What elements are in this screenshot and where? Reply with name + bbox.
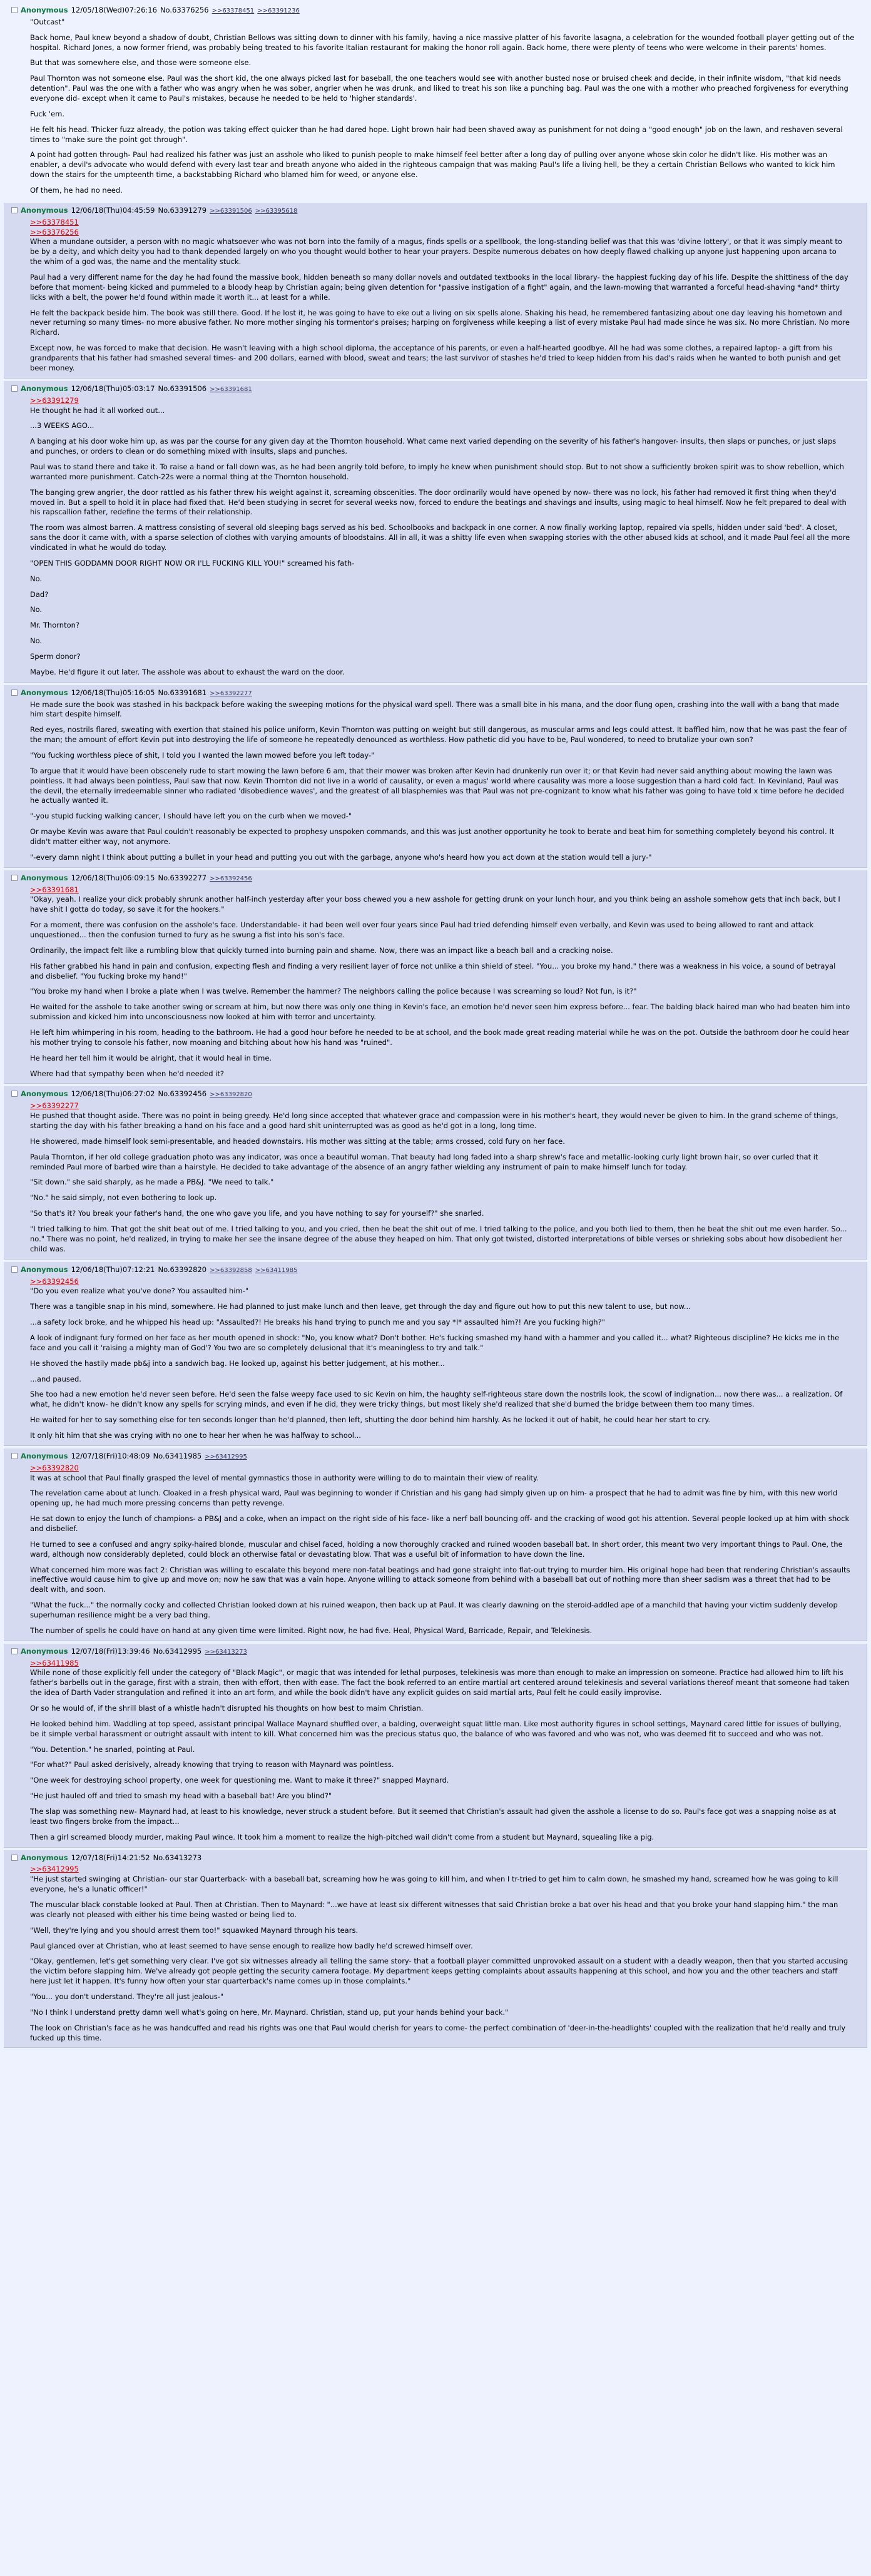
post-paragraph: Paul had a very different name for the day he had found the massive book, hidden beneath so many dollar novels and outdated textbooks in the local library- the happiest fucking day of his life. Despite the shittiness of the day before that moment- being kicked and pummeled to a bloody heap by Christian again; being given detention for "passive instigation of a fight" again, and the lawn-mowing that warranted a forceful head-shaving *and* thirty licks with a belt, the power he'd found within made it worth it... at least for a while. <box>30 273 848 302</box>
post-paragraph: There was a tangible snap in his mind, somewhere. He had planned to just make lunch and then leave, get through the day and figure out how to put this new talent to use, but now... <box>30 1302 691 1311</box>
post-select-checkbox[interactable] <box>11 875 18 881</box>
post-paragraph: It was at school that Paul finally grasped the level of mental gymnastics those in authority were willing to do to maintain their view of reality. <box>30 1473 539 1482</box>
post-paragraph: When a mundane outsider, a person with no magic whatsoever who was not born into the family of a magus, finds spells or a spellbook, the long-standing belief was that this was 'divine lottery', or that it was simply meant to be by a deity, and which deity you had to thank depended largely on who you thought would bother to hear your prayers. Despite numerous debates on how deeply flawed chalking up anyone just happening upon arcana to the whim of a god was, the name and the mentality stuck. <box>30 237 842 267</box>
post-paragraph: No. <box>30 636 43 646</box>
post-paragraph: "I tried talking to him. That got the shit beat out of me. I tried talking to you, and you cried, then he beat the shit out of me. I tried talking to the police, and you both lied to them, then he beat the shit out me even harder. So... no." There was no point, he'd realized, in trying to make her see the insane degree of the abuse they heaped on him. That only got twisted, distorted interpretations of bible verses or shrieking sobs about how disobedient her child was. <box>30 1224 847 1253</box>
post-paragraph: He turned to see a confused and angry spiky-haired blonde, muscular and chisel faced, holding a now thoroughly cracked and ruined wooden baseball bat. In short order, this meant two very important things to Paul. One, the ward, although now considerably depleted, could block an otherwise fatal or devastating blow. That was a useful bit of information to have down the line. <box>30 1539 843 1559</box>
post-paragraph: He left him whimpering in his room, heading to the bathroom. He had a good hour before he needed to be at school, and the book made great reading material while he was on the pot. Outside the bathroom door he could hear his mother trying to console his father, now moaning and bitching about how his hand was "ruined". <box>30 1028 850 1047</box>
post-paragraph: She too had a new emotion he'd never seen before. He'd seen the false weepy face used to sic Kevin on him, the haughty self-righteous stare down the nostrils look, the scowl of indignation... now there was... a realization. Of what, he didn't know- he didn't know any spells for scrying minds, and even if he did, they were tricky things, but most likely she'd realized that she'd burned the bridge between them too many times. <box>30 1390 843 1409</box>
post-paragraph: Paul glanced over at Christian, who at least seemed to have sense enough to realize how badly he'd screwed himself over. <box>30 1941 473 1950</box>
backlink[interactable]: >>63411985 <box>255 1266 298 1274</box>
quote-link[interactable]: >>63392456 <box>30 1276 79 1286</box>
post-paragraph: The muscular black constable looked at Paul. Then at Christian. Then to Maynard: "...we have at least six different witnesses that said Christian broke a bat over his head and that you broke your hand slapping him." the man was clearly not pleased with either his time being wasted or being lied to. <box>30 1900 838 1919</box>
post-header <box>11 688 860 698</box>
post-select-checkbox[interactable] <box>11 1855 18 1861</box>
post-body <box>11 18 865 196</box>
quote-link[interactable]: >>63391681 <box>30 885 79 894</box>
backlink[interactable]: >>63391506 <box>210 207 252 215</box>
quote-link[interactable]: >>63392277 <box>30 1101 79 1111</box>
post-paragraph: Where had that sympathy been when he'd needed it? <box>30 1069 225 1078</box>
post-paragraph: While none of those explicitly fell under the category of "Black Magic", or magic that was intended for lethal purposes, telekinesis was more than enough to make an impression on someone. Practice had allowed him to lift his father's barbells out in the garage, first with a strain, then with effort, then with ease. The fact the book referred to an entire martial art centered around telekinesis and several variations thereof meant that someone had taken the idea of Darth Vader strangulation and refined it into an art form, and while the book didn't have any explicit guides on said martial arts, Paul felt he could easily improvise. <box>30 1668 850 1698</box>
post-paragraph: He heard her tell him it would be alright, that it would heal in time. <box>30 1053 272 1062</box>
post-paragraph: "One week for destroying school property, one week for questioning me. Want to make it three?" snapped Maynard. <box>30 1776 449 1785</box>
post-paragraph: ...3 WEEKS AGO... <box>30 421 94 430</box>
post-paragraph: Or maybe Kevin was aware that Paul couldn't reasonably be expected to prophesy unspoken commands, and this was just another opportunity he took to berate and beat him for something completely beyond his control. It didn't matter either way, not anymore. <box>30 827 835 846</box>
post-paragraph: "For what?" Paul asked derisively, already knowing that trying to reason with Maynard was pointless. <box>30 1760 394 1769</box>
post-date: 12/06/18(Thu)06:27:02 <box>71 1089 155 1099</box>
post-number[interactable]: No.63376256 <box>160 6 209 14</box>
backlink[interactable]: >>63413273 <box>205 1648 247 1656</box>
post-paragraph: He thought he had it all worked out... <box>30 405 165 415</box>
post-paragraph: "Well, they're lying and you should arrest them too!" squawked Maynard through his tears. <box>30 1925 359 1935</box>
post-select-checkbox[interactable] <box>11 1091 18 1097</box>
post-paragraph: "You... you don't understand. They're all just jealous-" <box>30 1992 224 2002</box>
post-paragraph: The revelation came about at lunch. Cloaked in a fresh physical ward, Paul was beginning to wonder if Christian and his gang had simply given up on him- a prospect that he had to admit was fine by him, with this new world opening up, he had much more pressing concerns than petty revenge. <box>30 1489 838 1508</box>
backlink[interactable]: >>63392277 <box>210 690 252 697</box>
post-paragraph: Fuck 'em. <box>30 109 65 118</box>
post-header <box>11 1853 860 1863</box>
post-paragraph: For a moment, there was confusion on the asshole's face. Understandable- it had been well over four years since Paul had tried defending himself even verbally, and Kevin was used to being allowed to rant and attack unquestioned... then the confusion turned to fury as he swung a fist into his son's face. <box>30 920 814 940</box>
post-paragraph: A banging at his door woke him up, as was par the course for any given day at the Thornton household. What came next varied depending on the severity of his father's hangover- insults, then slaps or punches, or just slaps and punches, or orders to clean or do something mixed with insults, slaps and punches. <box>30 437 837 456</box>
post-paragraph: He waited for the asshole to take another swing or scream at him, but now there was only one thing in Kevin's face, an emotion he'd never seen him express before... fear. The balding black haired man who had beaten him into submission and kicked him into unconsciousness now looked at him with terror and uncertainty. <box>30 1002 850 1022</box>
post-paragraph: A point had gotten through- Paul had realized his father was just an asshole who liked to punish people to make himself feel better after a long day of pulling over anyone whose skin color he didn't like. His mother was an enabler, a devil's advocate who would defend with every last tear and breath anyone who aided in the righteous campaign that was making Paul's life a living hell, be they a certain Christian Bellows who wanted to kick him down the stairs for the umpteenth time, a backstabbing Richard who blamed him for weed, or anyone else. <box>30 150 835 180</box>
post <box>4 381 867 683</box>
post <box>4 1086 867 1259</box>
post-select-checkbox[interactable] <box>11 1453 18 1459</box>
post-select-checkbox[interactable] <box>11 207 18 213</box>
post <box>4 870 867 1084</box>
poster-name: Anonymous <box>21 384 68 393</box>
poster-name: Anonymous <box>21 6 68 14</box>
post-paragraph: "You. Detention." he snarled, pointing at Paul. <box>30 1744 195 1754</box>
post-paragraph: ...and paused. <box>30 1374 81 1383</box>
post-date: 12/07/18(Fri)14:21:52 <box>71 1853 150 1862</box>
post-header <box>11 873 860 883</box>
quote-link[interactable]: >>63391279 <box>30 395 79 405</box>
post-paragraph: Except now, he was forced to make that decision. He wasn't leaving with a high school diploma, the acceptance of his parents, or even a half-hearted goodbye. All he had was some clothes, a repaired laptop- a gift from his grandparents that his father had smashed several times- and 200 dollars, earned with blood, sweat and tears; the last survivor of stashes he'd tried to keep hidden from his dad's raids when he wanted to both punish and get beer money. <box>30 344 841 372</box>
post-header <box>11 1452 860 1462</box>
post-header <box>11 1265 860 1275</box>
post-paragraph: The banging grew angrier, the door rattled as his father threw his weight against it, screaming obscenities. The door ordinarily would have opened by now- there was no lock, his father had removed it first thing when they'd moved in. But a spell to hold it in place had fixed that. He'd been studying in secret for several weeks now, forced to endure the beatings and shavings and insults, using magic to heal himself. Now he felt prepared to deal with his rapscallion father, redefine the terms of their relationship. <box>30 487 847 517</box>
post-paragraph: "You fucking worthless piece of shit, I told you I wanted the lawn mowed before you left today-" <box>30 750 375 760</box>
post <box>4 1850 867 2049</box>
quote-link[interactable]: >>63376256 <box>30 227 79 237</box>
post-body <box>11 396 860 678</box>
post-paragraph: He showered, made himself look semi-presentable, and headed downstairs. His mother was sitting at the table; arms crossed, cold fury on her face. <box>30 1136 565 1146</box>
post-paragraph: The room was almost barren. A mattress consisting of several old sleeping bags served as his bed. Schoolbooks and backpack in one corner. A now finally working laptop, repaired via spells, hidden under said 'bed'. A closet, sans the door it came with, with a sparse selection of clothes with varying amounts of bloodstains. All in all, it was a shitty life even when swapping stories with the other abused kids at school, and it made Paul feel all the more vindicated in what he would do today. <box>30 523 850 552</box>
post-number[interactable]: No.63413273 <box>153 1853 202 1862</box>
post-paragraph: The look on Christian's face as he was handcuffed and read his rights was one that Paul would cherish for years to come- the perfect combination of 'deer-in-the-headlights' coupled with the realization that he'd really and truly fucked up this time. <box>30 2023 846 2042</box>
post-date: 12/06/18(Thu)07:12:21 <box>71 1265 155 1274</box>
post-select-checkbox[interactable] <box>11 385 18 392</box>
post-date: 12/06/18(Thu)06:09:15 <box>71 873 155 882</box>
post-date: 12/06/18(Thu)05:03:17 <box>71 384 155 393</box>
post-paragraph: "What the fuck..." the normally cocky and collected Christian looked down at his ruined weapon, then back up at Paul. It was clearly dawning on the steroid-addled ape of a manchild that having your victim suddenly develop superhuman resilience might be a very bad thing. <box>30 1601 838 1619</box>
post-paragraph: "Okay, gentlemen, let's get something very clear. I've got six witnesses already all telling the same story- that a football player committed unprovoked assault on a student with a deadly weapon, then that you started accusing the victim before slapping him. We've already got people getting the security camera footage. My department keeps getting complaints about assaults happening at this school, and how you and the other teachers and staff here just let it happen. It's funny how often your star quarterback's name comes up in those complaints." <box>30 1957 848 1986</box>
post-number[interactable]: No.63392820 <box>158 1265 207 1274</box>
post-number[interactable]: No.63391506 <box>158 384 207 393</box>
post-paragraph: He made sure the book was stashed in his backpack before waking the sweeping motions for the physical ward spell. There was a small bite in his mana, and the door flung open, crashing into the wall with a bang that made him start despite himself. <box>30 700 840 719</box>
post-paragraph: "Sit down." she said sharply, as he made a PB&J. "We need to talk." <box>30 1178 274 1187</box>
post-paragraph: Ordinarily, the impact felt like a rumbling blow that quickly turned into burning pain and shame. Now, there was an impact like a beach ball and a cracking noise. <box>30 945 613 955</box>
post-paragraph: It only hit him that she was crying with no one to hear her when he was halfway to school... <box>30 1430 361 1440</box>
backlink[interactable]: >>63395618 <box>255 207 298 215</box>
post-paragraph: Or so he would of, if the shrill blast of a whistle hadn't disrupted his thoughts on how best to maim Christian. <box>30 1704 424 1713</box>
post-paragraph: Back home, Paul knew beyond a shadow of doubt, Christian Bellows was sitting down to dinner with his family, having a nice massive platter of his favorite lasagna, a celebration for the wounded football player getting out of the hospital. Richard Jones, a now former friend, was probably being treated to his favorite Italian restaurant for making the honor roll again. Back home, there were plenty of teens who were welcome in their parents' homes. <box>30 33 855 52</box>
post <box>4 685 867 868</box>
backlink[interactable]: >>63392820 <box>210 1091 252 1099</box>
backlink[interactable]: >>63392456 <box>210 875 252 882</box>
backlink[interactable]: >>63412995 <box>205 1453 247 1460</box>
post-header <box>11 6 865 16</box>
post-body <box>11 1277 860 1441</box>
post-paragraph: Then a girl screamed bloody murder, making Paul wince. It took him a moment to realize the high-pitched wail didn't come from a student but Maynard, squealing like a pig. <box>30 1832 655 1841</box>
post-paragraph: Paul Thornton was not someone else. Paul was the short kid, the one always picked last for baseball, the one teachers would see with another busted nose or bruised cheek and decide, in their infinite wisdom, "that kid needs detention". Paul was the one with a father who was angry when he was sober, angrier when he was drunk, and liked to treat his son like a punching bag. Paul was the one with a mother who preached forgiveness for everything everyone did- except when it came to Paul's mistakes, because he needed to be held to 'higher standards'. <box>30 74 848 103</box>
post-paragraph: "Okay, yeah. I realize your dick probably shrunk another half-inch yesterday after your boss chewed you a new asshole for getting drunk on your lunch hour, and you think being an asshole somehow gets that inch back, but I have shit I gotta do today, so save it for the hookers." <box>30 895 840 914</box>
post-paragraph: "So that's it? You break your father's hand, the one who gave you life, and you have nothing to say for yourself?" she snarled. <box>30 1209 484 1218</box>
post-body <box>11 700 860 863</box>
post-paragraph: The slap was something new- Maynard had, at least to his knowledge, never struck a student before. But it seemed that Christian's assault had given the asshole a license to do so. Paul's face got was a snapping noise as at least two fingers broke from the impact... <box>30 1807 837 1826</box>
post-paragraph: What concerned him more was fact 2: Christian was willing to escalate this beyond mere non-fatal beatings and had gone straight into flat-out trying to murder him. His original hope had been that rendering Christian's assaults ineffective would cause him to give up and move on; now he saw that was a vain hope. Anyone willing to attack someone from behind with a baseball bat out of nothing more than sheer sadism was a threat that had to be dealt with, and soon. <box>30 1565 850 1594</box>
poster-name: Anonymous <box>21 1265 68 1274</box>
post <box>4 1262 867 1446</box>
quote-link[interactable]: >>63392820 <box>30 1463 79 1472</box>
post-paragraph: He looked behind him. Waddling at top speed, assistant principal Wallace Maynard shuffled over, a balding, overweight squat little man. Like most authority figures in school settings, Maynard cared little for issues of bullying, be it simple verbal harassment or outright assault with intent to kill. What concerned him was the precious status quo, the balance of who was favored and who was not, who was deemed fit to succeed and who was not. <box>30 1719 842 1738</box>
post-header <box>11 1089 860 1099</box>
post-paragraph: No. <box>30 574 43 583</box>
poster-name: Anonymous <box>21 873 68 882</box>
post-paragraph: But that was somewhere else, and those were someone else. <box>30 58 252 68</box>
post-number[interactable]: No.63391681 <box>158 688 207 697</box>
post-select-checkbox[interactable] <box>11 690 18 696</box>
post-date: 12/07/18(Fri)13:39:46 <box>71 1646 150 1656</box>
post-number[interactable]: No.63392456 <box>158 1089 207 1099</box>
post-number[interactable]: No.63391279 <box>158 205 207 215</box>
post-paragraph: He felt his head. Thicker fuzz already, the potion was taking effect quicker than he had dared hope. Light brown hair had been shaved away as punishment for not doing a "good enough" job on the lawn, and reshaven several times to "make sure the point got through". <box>30 125 843 144</box>
post-date: 12/06/18(Thu)04:45:59 <box>71 205 155 215</box>
post-paragraph: "-you stupid fucking walking cancer, I should have left you on the curb when we moved-" <box>30 812 352 821</box>
poster-name: Anonymous <box>21 1451 68 1460</box>
backlink[interactable]: >>63378451 <box>211 8 255 14</box>
post-body <box>11 1865 860 2043</box>
quote-link[interactable]: >>63412995 <box>30 1865 79 1874</box>
post-number[interactable]: No.63411985 <box>153 1451 202 1460</box>
post-date: 12/06/18(Thu)05:16:05 <box>71 688 155 697</box>
quote-link[interactable]: >>63411985 <box>30 1658 79 1667</box>
backlink[interactable]: >>63391236 <box>257 8 300 14</box>
poster-name: Anonymous <box>21 1089 68 1099</box>
post <box>4 1644 867 1848</box>
post <box>4 1448 867 1641</box>
post-header <box>11 1647 860 1657</box>
post-number[interactable]: No.63412995 <box>153 1646 202 1656</box>
post-paragraph: "He just started swinging at Christian- our star Quarterback- with a baseball bat, screaming how he was going to kill him, and when I tr-tried to get him to calm down, he smashed my hand, screamed how he was going to kill everyone, he's a lunatic officer!" <box>30 1875 838 1894</box>
post-paragraph: Sperm donor? <box>30 651 81 661</box>
post-paragraph: "No I think I understand pretty damn well what's going on here, Mr. Maynard. Christian, stand up, put your hands behind your back." <box>30 2007 509 2017</box>
post-paragraph: The number of spells he could have on hand at any given time were limited. Right now, he had five. Heal, Physical Ward, Barricade, Repair, and Telekinesis. <box>30 1626 593 1635</box>
post-date: 12/07/18(Fri)10:48:09 <box>71 1451 150 1460</box>
post-date: 12/05/18(Wed)07:26:16 <box>71 6 157 14</box>
post-body <box>11 1659 860 1843</box>
post-paragraph: He sat down to enjoy the lunch of champions- a PB&J and a coke, when an impact on the right side of his face- like a nerf ball bouncing off- and the cracking of wood got his attention. Several people looked up at him with shock and disbelief. <box>30 1514 850 1533</box>
post-paragraph: "He just hauled off and tried to smash my head with a baseball bat! Are you blind?" <box>30 1791 332 1801</box>
post-select-checkbox[interactable] <box>11 1266 18 1273</box>
post-paragraph: Mr. Thornton? <box>30 621 80 630</box>
post-paragraph: "OPEN THIS GODDAMN DOOR RIGHT NOW OR I'LL FUCKING KILL YOU!" screamed his fath- <box>30 558 355 568</box>
post-body <box>11 885 860 1079</box>
quote-link[interactable]: >>63378451 <box>30 217 79 227</box>
post-body <box>11 218 860 374</box>
poster-name: Anonymous <box>21 1853 68 1862</box>
post-paragraph: ...a safety lock broke, and he whipped his head up: "Assaulted?! He breaks his hand trying to punch me and you say *I* assaulted him?! Are you fucking high?" <box>30 1318 605 1327</box>
post-header <box>11 206 860 216</box>
post-paragraph: "Outcast" <box>30 17 65 26</box>
post <box>4 203 867 379</box>
post-paragraph: He waited for her to say something else for ten seconds longer than he'd planned, then left, shutting the door behind him harshly. As he locked it out of habit, he could hear her start to cry. <box>30 1415 711 1425</box>
post-paragraph: He pushed that thought aside. There was no point in being greedy. He'd long since accepted that whatever grace and compassion were in his mother's heart, they would never be given to him. In the grand scheme of things, starting the day with his father breaking a hand on his face and a good hard shit uninterrupted was as good as he'd got in a long, long time. <box>30 1111 838 1131</box>
post-paragraph: His father grabbed his hand in pain and confusion, expecting flesh and finding a very resilient layer of force not unlike a thin shield of steel. "You... you broke my hand." there was a weakness in his voice, a sound of betrayal and disbelief. "You fucking broke my hand!" <box>30 961 836 980</box>
post-paragraph: Paula Thornton, if her old college graduation photo was any indicator, was once a beautiful woman. That beauty had long faded into a sharp shrew's face and metallic-looking curly light brown hair, so over curled that it reminded Paul more of barbed wire than a hairstyle. He decided to take advantage of the absence of an angry father wielding any instrument of pain to make himself lunch for today. <box>30 1152 818 1171</box>
backlink[interactable]: >>63391681 <box>210 385 252 393</box>
poster-name: Anonymous <box>21 688 68 697</box>
post-body <box>11 1464 860 1636</box>
post-paragraph: He felt the backpack beside him. The book was still there. Good. If he lost it, he was going to have to eke out a living on six spells alone. Shaking his head, he remembered fantasizing about one day leaving his hometown and never returning so many times- no more abusive father. No more mother singing his tormentor's praises; harping on forgiveness while keeping a list of every mistake Paul had made since he was six. No more Christian. No more Richard. <box>30 308 850 337</box>
post-header <box>11 384 860 394</box>
post-paragraph: A look of indignant fury formed on her face as her mouth opened in shock: "No, you know what? Don't bother. He's fucking smashed my hand with a hammer and you called it... what? Righteous discipline? He kicks me in the face and you call it 'raising a mighty man of God'? You two are so completely delusional that it's meaningless to try and talk." <box>30 1333 840 1352</box>
post-paragraph: Dad? <box>30 589 49 599</box>
post-paragraph: "No." he said simply, not even bothering to look up. <box>30 1193 217 1203</box>
post-paragraph: To argue that it would have been obscenely rude to start mowing the lawn before 6 am, that their mower was broken after Kevin had drunkenly run over it; or that Kevin had never said anything about mowing the lawn was pointless. It had always been pointless, Paul saw that now. Kevin Thornton did not live in a world of causality, or even a magus' world where causality was more a loose suggestion than a hard cold fact. In Kevinland, Paul was the devil, the eternally irredeemable sinner who radiated 'disobedience waves', and the greatest of all blasphemies was that Paul was not pre-cognizant to know what his father was going to have told x time before he decided he actually wanted it. <box>30 766 844 805</box>
post-select-checkbox[interactable] <box>11 7 18 13</box>
post-select-checkbox[interactable] <box>11 1648 18 1654</box>
post-paragraph: "-every damn night I think about putting a bullet in your head and putting you out with the garbage, anyone who's heard how you act down at the station would tell a jury-" <box>30 852 652 862</box>
post-paragraph: "You broke my hand when I broke a plate when I was twelve. Remember the hammer? The neighbors calling the police because I was screaming so loud? Not fun, is it?" <box>30 987 637 996</box>
post <box>0 3 871 200</box>
post-number[interactable]: No.63392277 <box>158 873 207 882</box>
poster-name: Anonymous <box>21 1646 68 1656</box>
post-paragraph: No. <box>30 605 43 614</box>
post-paragraph: Of them, he had no need. <box>30 186 123 195</box>
post-paragraph: Paul was to stand there and take it. To raise a hand or fall down was, as he had been angrily told before, to imply he knew when punishment should stop. But to not show a sufficiently broken spirit was to show rebellion, which warranted more punishment. Catch-22s were a normal thing at the Thornton household. <box>30 462 844 481</box>
post-body <box>11 1101 860 1254</box>
post-paragraph: Maybe. He'd figure it out later. The asshole was about to exhaust the ward on the door. <box>30 667 345 676</box>
post-paragraph: Red eyes, nostrils flared, sweating with exertion that stained his police uniform, Kevin Thornton was putting on weight but still dangerous, as muscular arms and legs could attest. It baffled him, now that he was past the fear of the man; the amount of effort Kevin put into destroying the life of someone he repeatedly denounced as worthless. How pathetic did you have to be, Paul wondered, to need to brutalize your own son? <box>30 725 847 745</box>
post-paragraph: He shoved the hastily made pb&j into a sandwich bag. He looked up, against his better judgement, at his mother... <box>30 1358 445 1368</box>
post-paragraph: "Do you even realize what you've done? You assaulted him-" <box>30 1286 249 1296</box>
poster-name: Anonymous <box>21 205 68 215</box>
backlink[interactable]: >>63392858 <box>210 1266 252 1274</box>
